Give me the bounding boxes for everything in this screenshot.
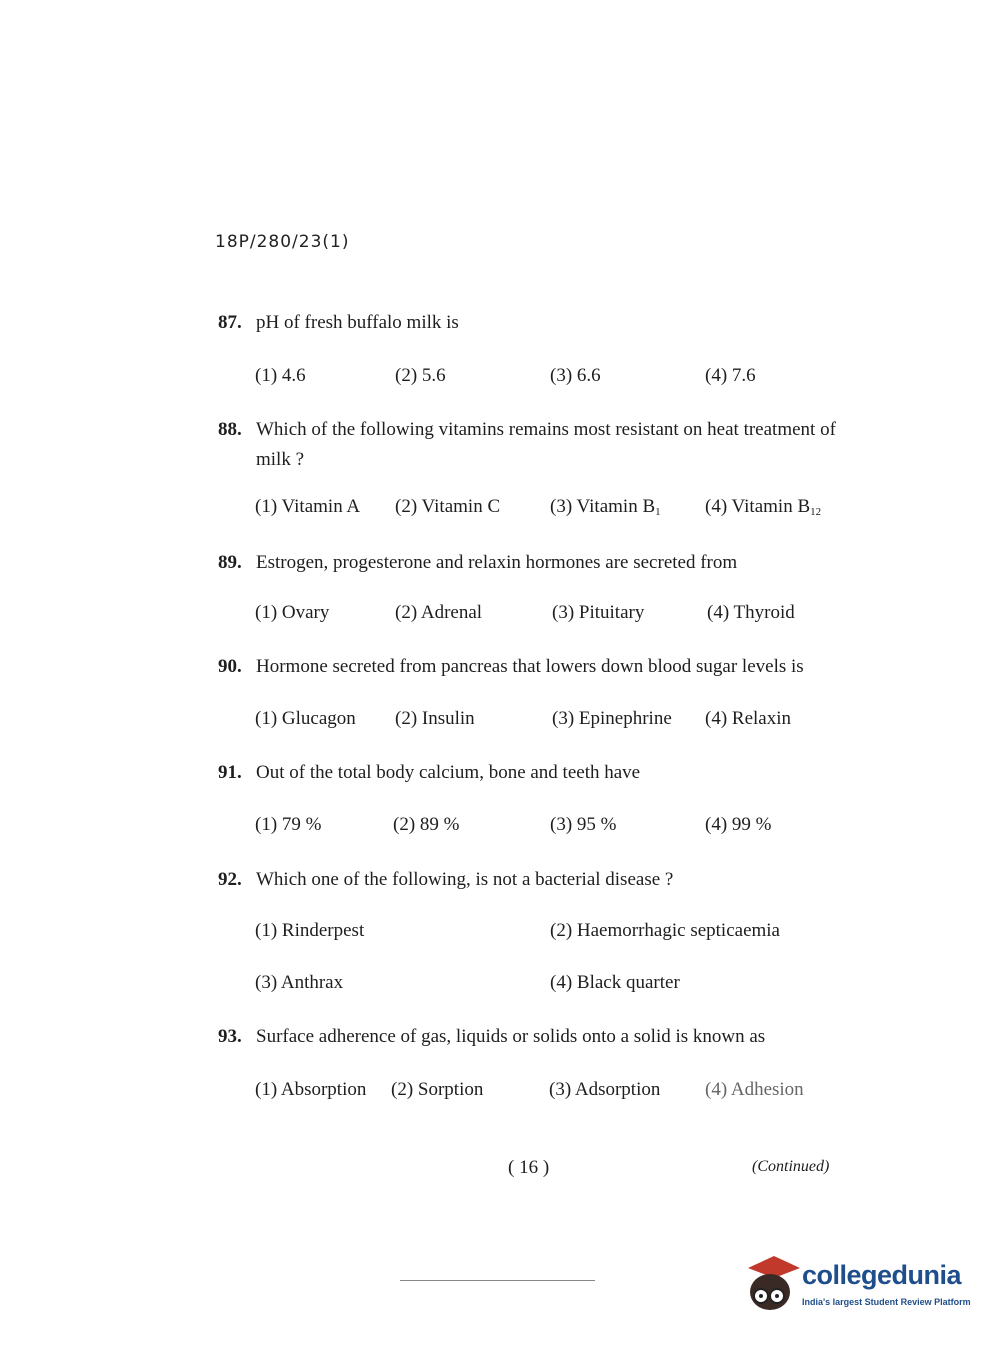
- continued-label: (Continued): [752, 1158, 830, 1175]
- option-3: (3) 95 %: [550, 814, 617, 835]
- option-3: (3) Anthrax: [255, 972, 344, 993]
- collegedunia-watermark: [744, 1250, 974, 1320]
- option-2: (2) Adrenal: [395, 602, 483, 623]
- question-text: pH of fresh buffalo milk is: [256, 312, 459, 333]
- option-4: (4) 7.6: [705, 365, 756, 386]
- option-1: (1) Glucagon: [255, 708, 356, 729]
- question-87: [218, 308, 848, 338]
- question-number: 89.: [218, 552, 242, 573]
- option-2: (2) 89 %: [393, 814, 460, 835]
- option-2: (2) Vitamin C: [395, 496, 501, 517]
- option-4: (4) Thyroid: [707, 602, 795, 623]
- option-4: (4) 99 %: [705, 814, 772, 835]
- question-text: Out of the total body calcium, bone and teeth have: [256, 762, 641, 783]
- option-3: (3) Adsorption: [549, 1079, 661, 1100]
- option-1: (1) Rinderpest: [255, 920, 365, 941]
- option-2: (2) 5.6: [395, 365, 446, 386]
- brand-tagline: India's largest Student Review Platform: [802, 1297, 971, 1307]
- option-1: (1) 4.6: [255, 365, 306, 386]
- option-4: (4) Relaxin: [705, 708, 792, 729]
- option-1: (1) Vitamin A: [255, 496, 361, 517]
- option-1: (1) Absorption: [255, 1079, 367, 1100]
- mascot-icon: [744, 1252, 802, 1316]
- question-90: [218, 652, 848, 682]
- page-number: ( 16 ): [508, 1157, 550, 1178]
- question-91: [218, 758, 848, 788]
- option-2: (2) Sorption: [391, 1079, 484, 1100]
- option-4: (4) Vitamin $B_{12}$: [705, 496, 822, 518]
- divider: [400, 1280, 595, 1281]
- question-number: 87.: [218, 312, 242, 333]
- paper-code: 18P/280/23(1): [215, 232, 350, 252]
- option-3: (3) Pituitary: [552, 602, 645, 623]
- question-number: 88.: [218, 419, 242, 440]
- option-1: (1) 79 %: [255, 814, 322, 835]
- question-text: Which one of the following, is not a bacterial disease ?: [256, 869, 674, 890]
- question-number: 93.: [218, 1026, 242, 1047]
- option-3: (3) Epinephrine: [552, 708, 672, 729]
- question-text: Estrogen, progesterone and relaxin hormones are secreted from: [256, 552, 738, 573]
- question-number: 92.: [218, 869, 242, 890]
- question-93: [218, 1022, 848, 1052]
- brand-name: collegedunia: [802, 1260, 962, 1290]
- question-88: [218, 415, 848, 475]
- option-4: (4) Black quarter: [550, 972, 680, 993]
- question-number: 91.: [218, 762, 242, 783]
- question-text: Surface adherence of gas, liquids or solids onto a solid is known as: [256, 1026, 766, 1047]
- option-3: (3) Vitamin $B_1$: [550, 496, 661, 518]
- option-2: (2) Insulin: [395, 708, 475, 729]
- option-3: (3) 6.6: [550, 365, 601, 386]
- question-92: [218, 865, 848, 895]
- option-4: (4) Adhesion: [705, 1079, 804, 1100]
- option-2: (2) Haemorrhagic septicaemia: [550, 920, 780, 941]
- question-number: 90.: [218, 656, 242, 677]
- option-1: (1) Ovary: [255, 602, 330, 623]
- question-text: Hormone secreted from pancreas that lowers down blood sugar levels is: [256, 656, 804, 677]
- question-89: [218, 548, 848, 578]
- question-text: Which of the following vitamins remains most resistant on heat treatment of milk ?: [256, 419, 836, 470]
